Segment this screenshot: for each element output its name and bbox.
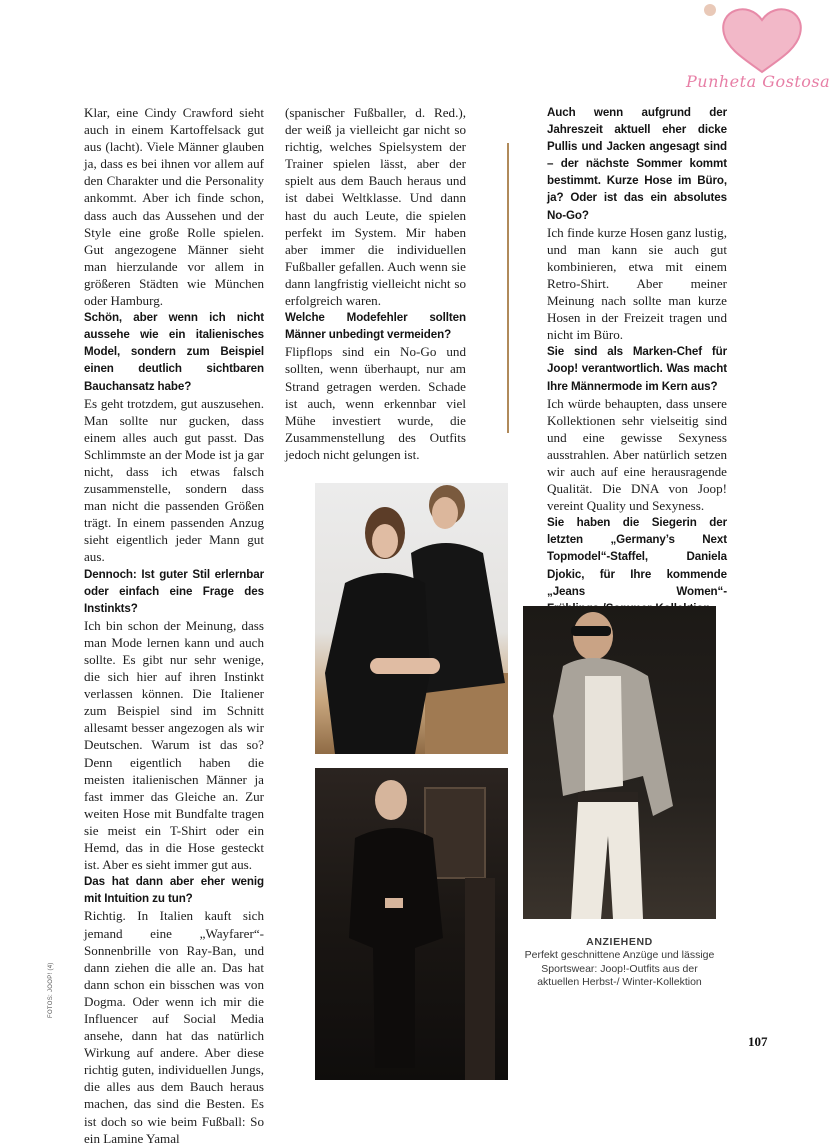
article-column-2	[285, 104, 466, 463]
column-divider	[507, 143, 509, 433]
interview-answer: Richtig. In Italien kauft sich jemand eine „Wayfarer“-Sonnenbrille von Ray-Ban, und dann ziehen die alle an. Das hat dann schon ein bisschen was von Dogma. Oder wenn ich mir die Influencer auf Social Media ansehe, dann hat das natürlich Wirkung auf andere. Aber diese richtig guten, individuellen Jungs, die alles aus dem Bauch heraus machen, das sind die Besten. Es ist doch so wie beim Fußball: So ein Lamine Yamal	[84, 908, 264, 1146]
interview-question: Schön, aber wenn ich nicht aussehe wie ein italienisches Model, sondern zum Beispiel einen deutlich sichtbaren Bauchansatz habe?	[84, 311, 264, 393]
interview-answer: Klar, eine Cindy Crawford sieht auch in einem Kartoffelsack gut aus (lacht). Viele Männer glauben ja, dass es bei ihnen vor allem auf den Charakter und die Personality ankommt. Aber ich finde schon, dass auch das Aussehen und der Style eine große Rolle spielen. Gut angezogene Männer sieht man hierzulande vor allem in größeren Städten wie München oder Hamburg.	[84, 105, 264, 309]
article-column-3	[547, 104, 727, 634]
interview-answer: Ich würde behaupten, dass unsere Kollektionen sehr vielseitig sind und eine gewisse Sexyness ausstrahlen. Aber natürlich setzen wir auch auf eine herausragende Qualität. Die DNA von Joop! vereint Quality und Sexyness.	[547, 395, 727, 514]
interview-answer: Flipflops sind ein No-Go und sollten, wenn überhaupt, nur am Strand getragen werden. Schade ist auch, wenn erkennbar viel Mühe investiert wurde, die Zusammenstellung des Outfits jedoch nicht gelungen ist.	[285, 344, 466, 462]
interview-answer: Ich finde kurze Hosen ganz lustig, und man kann sie auch gut kombinieren, etwa mit einem Retro-Shirt. Aber meiner Meinung nach sollte man kurze Hosen in der Freizeit tragen und nicht im Büro.	[547, 224, 727, 343]
interview-answer: Es geht trotzdem, gut auszusehen. Man sollte nur gucken, dass einem alles auch gut passt. Das Schlimmste an der Mode ist ja gar nicht, dass ich etwas falsch zusammenstelle, sondern dass man nicht die passenden Größen trägt. In einem passenden Anzug sieht eigentlich jeder Mann gut aus.	[84, 395, 264, 565]
page-number: 107	[748, 1034, 768, 1049]
fashion-photo-couple	[315, 483, 508, 754]
interview-question: Dennoch: Ist guter Stil erlernbar oder einfach eine Frage des Instinkts?	[84, 567, 264, 615]
photo-credit: FOTOS: JOOP! (4)	[48, 962, 54, 1018]
caption-title: ANZIEHEND	[586, 936, 653, 948]
interview-question: Sie sind als Marken-Chef für Joop! verantwortlich. Was macht Ihre Männermode im Kern aus?	[547, 345, 727, 393]
interview-question: Auch wenn aufgrund der Jahreszeit aktuell eher dicke Pullis und Jacken angesagt sind – der nächste Sommer kommt bestimmt. Kurze Hose im Büro, ja? Oder ist das ein absolutes No-Go?	[547, 106, 727, 222]
interview-question: Sie haben die Siegerin der letzten „Germany’s Next Topmodel“-Staffel, Daniela Djokic, für Ihre kommende „Jeans Women“-	[547, 516, 727, 598]
interview-answer: Ich bin schon der Meinung, dass man Mode lernen kann und auch sollte. Es gibt nur sehr wenige, die sich hier auf ihren Instinkt verlassen können. Die Italiener zum Beispiel sind im Schnitt allesamt besser angezogen als wir Deutschen. Warum ist das so? Denn eigentlich haben die meisten italienischen Männer ja fast immer das Gleiche an. Zur weiten Hose mit Bundfalte tragen sie meist ein T-Shirt oder ein Hemd, das in die Hose gesteckt ist. Aber es sieht immer gut aus.	[84, 617, 264, 873]
fashion-photo-man-jacket	[523, 606, 716, 919]
interview-question: Das hat dann aber eher wenig mit Intuition zu tun?	[84, 875, 264, 906]
fashion-photo-man-suit	[315, 768, 508, 1080]
interview-question: Welche Modefehler sollten Männer unbedingt vermeiden?	[285, 311, 466, 342]
article-column-1	[84, 104, 264, 1147]
caption-text: Perfekt geschnittene Anzüge und lässige Sportswear: Joop!-Outfits aus der aktuellen Herbst-/ Winter-Kollektion	[524, 949, 715, 988]
photo-caption	[523, 935, 716, 990]
interview-answer: (spanischer Fußballer, d. Red.), der weiß ja vielleicht gar nicht so richtig, welches Spielsystem der Trainer spielen lässt, aber der spielt aus dem Bauch heraus und ist dabei Weltklasse. Und dann hast du auch Leute, die spielen perfekt im System. Mir haben aber immer die individuellen Fußballer gefallen. Auch wenn sie dann langfristig vielleicht nicht so erfolgreich waren.	[285, 105, 466, 309]
watermark-text: Punheta Gostosa	[686, 72, 831, 91]
